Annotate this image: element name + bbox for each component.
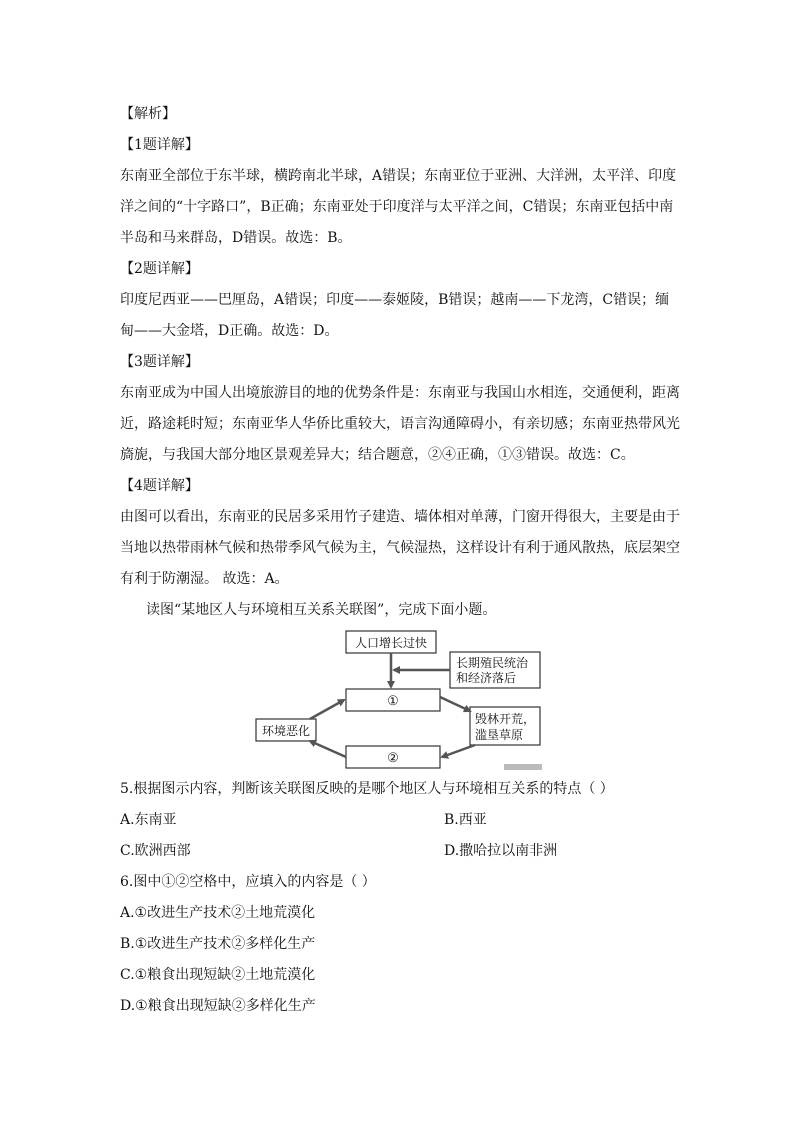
q4-heading: 【4题详解】 — [120, 478, 199, 494]
question-5-stem: 5.根据图示内容，判断该关联图反映的是哪个地区人与环境相互关系的特点（ ） — [120, 781, 614, 797]
q2-text-line-2: 甸——大金塔，D正确。故选：D。 — [120, 323, 339, 339]
analysis-heading: 【解析】 — [120, 106, 176, 122]
arrow-environment-to-box1 — [310, 700, 344, 719]
blank-box-1-label: ① — [387, 694, 399, 709]
q3-heading: 【3题详解】 — [120, 354, 199, 370]
q1-text-line-1: 东南亚全部位于东半球，横跨南北半球，A错误；东南亚位于亚洲、大洋洲，太平洋、印度 — [120, 168, 677, 184]
deforestation-label-1: 毁林开荒， — [475, 712, 536, 726]
q1-heading: 【1题详解】 — [120, 137, 199, 153]
q3-text-line-2: 近，路途耗时短；东南亚华人华侨比重较大，语言沟通障碍小，有亲切感；东南亚热带风光 — [120, 416, 680, 432]
question-6-stem: 6.图中①②空格中，应填入的内容是（ ） — [120, 874, 376, 890]
scan-smudge — [504, 764, 542, 770]
arrow-box2-to-environment — [310, 741, 346, 757]
q2-heading: 【2题详解】 — [120, 261, 199, 277]
q2-text-line-1: 印度尼西亚——巴厘岛，A错误；印度——泰姬陵，B错误；越南——下龙湾，C错误；缅 — [120, 292, 670, 308]
population-growth-label: 人口增长过快 — [354, 636, 428, 650]
q4-text-line-3: 有利于防潮湿。 故选：A。 — [120, 571, 289, 587]
question-6-option-c[interactable]: C.①粮食出现短缺②土地荒漠化 — [120, 967, 316, 983]
q3-text-line-3: 旖旎，与我国大部分地区景观差异大；结合题意，②④正确，①③错误。故选：C。 — [120, 447, 635, 463]
question-5-option-b[interactable]: B.西亚 — [444, 812, 487, 828]
environment-degradation-label: 环境恶化 — [261, 724, 311, 738]
colonial-rule-label-2: 和经济落后 — [456, 671, 517, 685]
figure-intro: 读图“某地区人与环境相互关系关联图”，完成下面小题。 — [146, 602, 497, 618]
question-5-option-c[interactable]: C.欧洲西部 — [120, 843, 191, 859]
q4-text-line-1: 由图可以看出，东南亚的民居多采用竹子建造、墙体相对单薄，门窗开得很大，主要是由于 — [120, 509, 680, 525]
colonial-rule-label-1: 长期殖民统治 — [456, 656, 529, 670]
arrow-deforestation-to-box2 — [442, 745, 475, 757]
relationship-diagram — [250, 627, 550, 777]
question-6-option-a[interactable]: A.①改进生产技术②土地荒漠化 — [120, 905, 316, 921]
blank-box-2-label: ② — [387, 751, 399, 766]
q4-text-line-2: 当地以热带雨林气候和热带季风气候为主，气候湿热，这样设计有利于通风散热，底层架空 — [120, 540, 680, 556]
deforestation-label-2: 滥垦草原 — [475, 728, 524, 742]
q1-text-line-2: 洋之间的“十字路口”，B正确；东南亚处于印度洋与太平洋之间，C错误；东南亚包括中南 — [120, 199, 674, 215]
q1-text-line-3: 半岛和马来群岛，D错误。故选：B。 — [120, 230, 352, 246]
question-5-option-d[interactable]: D.撒哈拉以南非洲 — [444, 843, 558, 859]
question-6-option-b[interactable]: B.①改进生产技术②多样化生产 — [120, 936, 316, 952]
question-6-option-d[interactable]: D.①粮食出现短缺②多样化生产 — [120, 998, 316, 1014]
question-5-option-a[interactable]: A.东南亚 — [120, 812, 177, 828]
arrow-box1-to-deforestation — [440, 697, 470, 711]
q3-text-line-1: 东南亚成为中国人出境旅游目的地的优势条件是：东南亚与我国山水相连，交通便利，距离 — [120, 385, 680, 401]
